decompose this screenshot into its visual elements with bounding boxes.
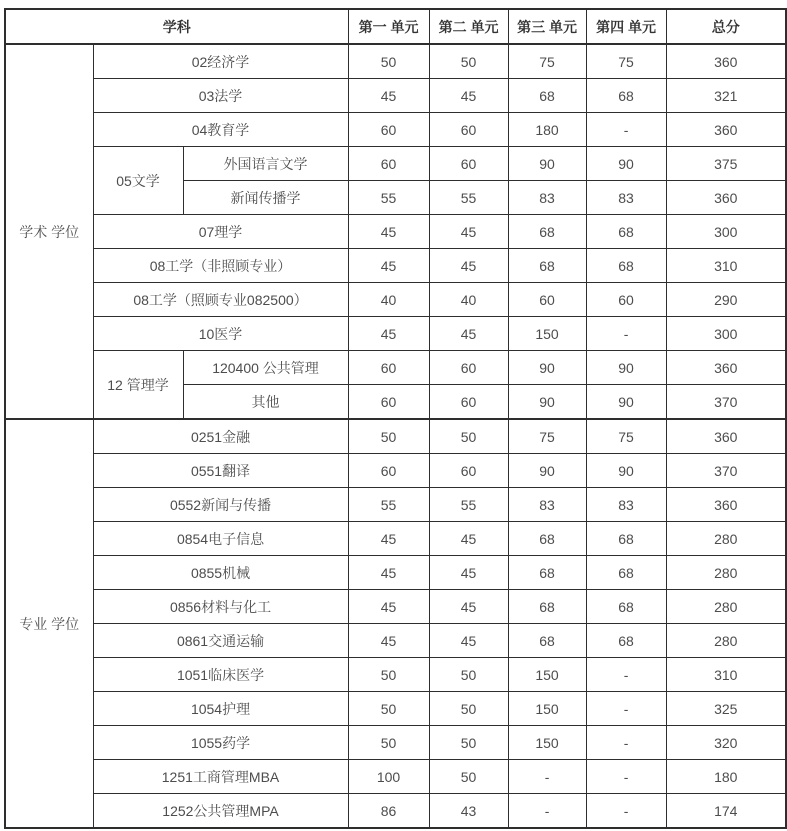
table-row (5, 692, 786, 726)
total-score-cell: 321 (666, 79, 786, 113)
subject-cell: 1252公共管理MPA (93, 794, 348, 829)
header-row (5, 9, 786, 44)
table-row (5, 351, 786, 385)
table-row (5, 44, 786, 79)
score-cell: 100 (348, 760, 429, 794)
table-row (5, 624, 786, 658)
subject-cell: 其他 (183, 385, 348, 420)
score-cell: 45 (429, 624, 508, 658)
score-cell: 55 (429, 181, 508, 215)
subject-cell: 0861交通运输 (93, 624, 348, 658)
table-row (5, 454, 786, 488)
score-cell: 60 (429, 147, 508, 181)
score-cell: 83 (586, 488, 666, 522)
subgroup-cell: 12 管理学 (93, 351, 183, 420)
header-cell-unit3: 第三 单元 (508, 9, 586, 44)
score-cell: 90 (586, 351, 666, 385)
score-cell: 50 (429, 44, 508, 79)
score-cell: 90 (508, 147, 586, 181)
subject-cell: 1055药学 (93, 726, 348, 760)
table-row (5, 556, 786, 590)
total-score-cell: 325 (666, 692, 786, 726)
score-cell: 50 (348, 658, 429, 692)
total-score-cell: 370 (666, 385, 786, 420)
score-cell: 150 (508, 726, 586, 760)
table-row (5, 79, 786, 113)
score-cell: 90 (586, 147, 666, 181)
score-cell: 83 (586, 181, 666, 215)
table-row (5, 249, 786, 283)
total-score-cell: 360 (666, 488, 786, 522)
score-cell: 90 (508, 351, 586, 385)
subject-cell: 0854电子信息 (93, 522, 348, 556)
score-cell: 45 (429, 249, 508, 283)
subject-cell: 0251金融 (93, 419, 348, 454)
group-cell: 学术 学位 (5, 44, 93, 419)
score-cell: 83 (508, 488, 586, 522)
score-cell: 50 (429, 760, 508, 794)
score-cell: - (586, 658, 666, 692)
score-cell: 50 (429, 658, 508, 692)
table-row (5, 113, 786, 147)
header-cell-unit4: 第四 单元 (586, 9, 666, 44)
score-cell: 50 (348, 726, 429, 760)
score-cell: 180 (508, 113, 586, 147)
table-row (5, 794, 786, 829)
score-cell: - (586, 794, 666, 829)
subject-cell: 02经济学 (93, 44, 348, 79)
group-cell: 专业 学位 (5, 419, 93, 828)
score-cell: 60 (348, 385, 429, 420)
total-score-cell: 174 (666, 794, 786, 829)
total-score-cell: 300 (666, 317, 786, 351)
score-cell: 45 (348, 249, 429, 283)
score-table (4, 8, 787, 829)
section-professional (5, 419, 786, 828)
score-cell: - (586, 317, 666, 351)
score-cell: 90 (508, 454, 586, 488)
score-cell: 45 (429, 79, 508, 113)
score-cell: 45 (348, 317, 429, 351)
total-score-cell: 280 (666, 522, 786, 556)
score-cell: 45 (348, 556, 429, 590)
score-cell: 68 (586, 215, 666, 249)
score-cell: 68 (508, 624, 586, 658)
total-score-cell: 290 (666, 283, 786, 317)
table-row (5, 215, 786, 249)
header-cell-unit2: 第二 单元 (429, 9, 508, 44)
score-cell: 45 (348, 522, 429, 556)
score-cell: 75 (586, 44, 666, 79)
score-cell: 90 (586, 454, 666, 488)
score-cell: 50 (429, 419, 508, 454)
table-row (5, 658, 786, 692)
score-cell: 75 (586, 419, 666, 454)
table-row (5, 283, 786, 317)
score-cell: 68 (586, 556, 666, 590)
subject-cell: 03法学 (93, 79, 348, 113)
score-cell: 68 (508, 556, 586, 590)
subject-cell: 0552新闻与传播 (93, 488, 348, 522)
score-cell: - (586, 726, 666, 760)
total-score-cell: 360 (666, 351, 786, 385)
total-score-cell: 360 (666, 113, 786, 147)
score-cell: 68 (508, 79, 586, 113)
score-cell: 55 (348, 488, 429, 522)
total-score-cell: 300 (666, 215, 786, 249)
score-cell: 68 (586, 522, 666, 556)
total-score-cell: 310 (666, 658, 786, 692)
score-cell: 150 (508, 692, 586, 726)
score-cell: 68 (508, 215, 586, 249)
score-cell: 40 (348, 283, 429, 317)
total-score-cell: 375 (666, 147, 786, 181)
score-cell: 60 (429, 351, 508, 385)
total-score-cell: 280 (666, 556, 786, 590)
score-cell: - (586, 760, 666, 794)
score-cell: 45 (348, 624, 429, 658)
score-cell: 45 (429, 590, 508, 624)
score-cell: 60 (348, 454, 429, 488)
header-cell-subject: 学科 (5, 9, 348, 44)
score-cell: 55 (348, 181, 429, 215)
score-cell: 40 (429, 283, 508, 317)
section-academic (5, 44, 786, 419)
total-score-cell: 360 (666, 419, 786, 454)
score-cell: 75 (508, 44, 586, 79)
table-row (5, 760, 786, 794)
score-cell: 45 (348, 215, 429, 249)
table-row (5, 419, 786, 454)
score-cell: 68 (508, 249, 586, 283)
score-cell: 55 (429, 488, 508, 522)
score-cell: 83 (508, 181, 586, 215)
subject-cell: 1054护理 (93, 692, 348, 726)
score-cell: 90 (586, 385, 666, 420)
table-header (5, 9, 786, 44)
subject-cell: 外国语言文学 (183, 147, 348, 181)
score-cell: 45 (429, 556, 508, 590)
subject-cell: 10医学 (93, 317, 348, 351)
total-score-cell: 320 (666, 726, 786, 760)
table-row (5, 147, 786, 181)
header-cell-total: 总分 (666, 9, 786, 44)
subject-cell: 新闻传播学 (183, 181, 348, 215)
score-cell: 50 (348, 419, 429, 454)
score-cell: - (508, 794, 586, 829)
score-cell: 45 (348, 590, 429, 624)
score-cell: 68 (508, 522, 586, 556)
table-row (5, 590, 786, 624)
total-score-cell: 280 (666, 624, 786, 658)
score-cell: 45 (348, 79, 429, 113)
score-cell: 50 (348, 44, 429, 79)
score-cell: 60 (429, 454, 508, 488)
total-score-cell: 310 (666, 249, 786, 283)
score-cell: 45 (429, 215, 508, 249)
score-cell: 68 (508, 590, 586, 624)
subject-cell: 0551翻译 (93, 454, 348, 488)
total-score-cell: 360 (666, 44, 786, 79)
score-cell: 150 (508, 658, 586, 692)
subject-cell: 0856材料与化工 (93, 590, 348, 624)
score-cell: 60 (429, 113, 508, 147)
table-row (5, 317, 786, 351)
total-score-cell: 180 (666, 760, 786, 794)
header-cell-unit1: 第一 单元 (348, 9, 429, 44)
subject-cell: 08工学（非照顾专业） (93, 249, 348, 283)
score-cell: 60 (348, 113, 429, 147)
score-cell: 86 (348, 794, 429, 829)
score-cell: 60 (429, 385, 508, 420)
score-cell: - (586, 113, 666, 147)
total-score-cell: 370 (666, 454, 786, 488)
score-cell: 50 (348, 692, 429, 726)
score-cell: 68 (586, 79, 666, 113)
score-cell: 68 (586, 249, 666, 283)
table-row (5, 726, 786, 760)
table-row (5, 522, 786, 556)
subgroup-cell: 05文学 (93, 147, 183, 215)
score-cell: 90 (508, 385, 586, 420)
score-cell: - (586, 692, 666, 726)
score-cell: 68 (586, 590, 666, 624)
subject-cell: 120400 公共管理 (183, 351, 348, 385)
total-score-cell: 280 (666, 590, 786, 624)
score-cell: 68 (586, 624, 666, 658)
score-cell: 60 (586, 283, 666, 317)
subject-cell: 08工学（照顾专业082500） (93, 283, 348, 317)
score-cell: 45 (429, 522, 508, 556)
subject-cell: 1051临床医学 (93, 658, 348, 692)
subject-cell: 1251工商管理MBA (93, 760, 348, 794)
score-cell: - (508, 760, 586, 794)
score-cell: 50 (429, 692, 508, 726)
score-cell: 60 (508, 283, 586, 317)
subject-cell: 07理学 (93, 215, 348, 249)
score-cell: 45 (429, 317, 508, 351)
score-cell: 60 (348, 147, 429, 181)
subject-cell: 04教育学 (93, 113, 348, 147)
score-cell: 43 (429, 794, 508, 829)
score-cell: 150 (508, 317, 586, 351)
subject-cell: 0855机械 (93, 556, 348, 590)
total-score-cell: 360 (666, 181, 786, 215)
table-row (5, 488, 786, 522)
score-cell: 60 (348, 351, 429, 385)
score-cell: 75 (508, 419, 586, 454)
score-cell: 50 (429, 726, 508, 760)
